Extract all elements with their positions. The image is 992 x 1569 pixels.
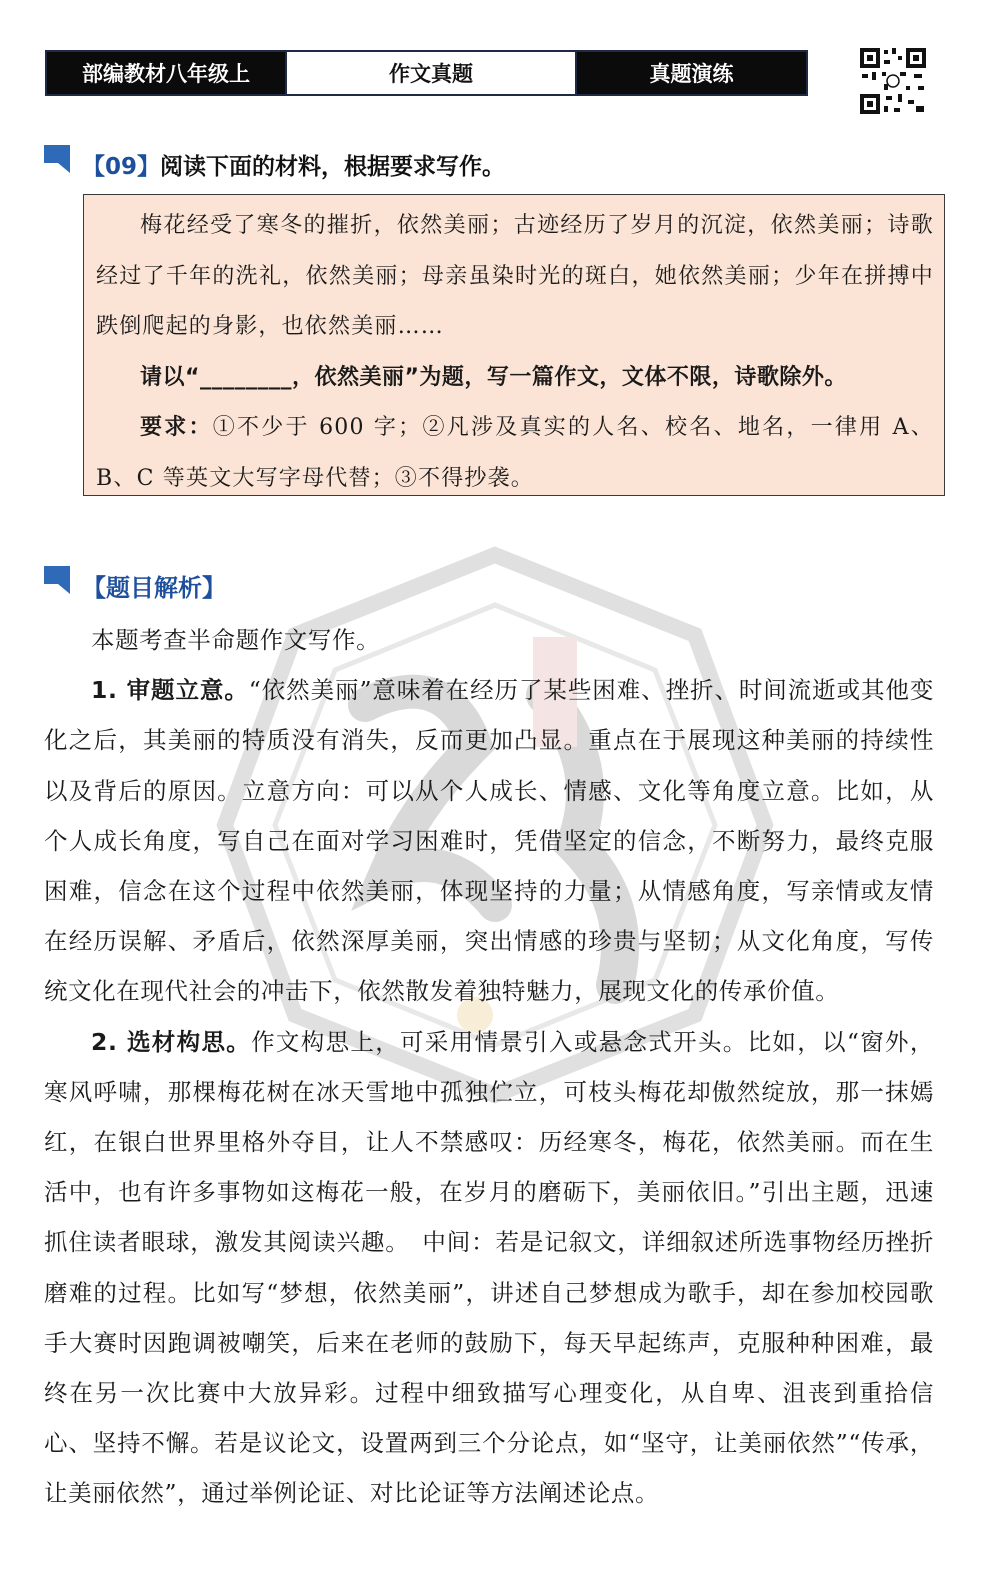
question-title: 阅读下面的材料，根据要求写作。 bbox=[160, 154, 506, 180]
question-heading bbox=[44, 148, 505, 181]
material-paragraph: 梅花经受了寒冬的摧折，依然美丽；古迹经历了岁月的沉淀，依然美丽；诗歌经过了千年的洗礼，依然美丽；母亲虽染时光的斑白，她依然美丽；少年在拼搏中跌倒爬起的身影，也依然美丽…… bbox=[96, 213, 934, 339]
section-flag-icon bbox=[44, 566, 74, 594]
question-number: 【09】 bbox=[82, 154, 161, 180]
qr-code-icon[interactable] bbox=[858, 46, 928, 116]
header-practice-label: 真题演练 bbox=[577, 52, 806, 94]
point-2-label: 2. 选材构思。 bbox=[91, 1027, 252, 1056]
material-box bbox=[83, 194, 945, 496]
point-1-text: “依然美丽”意味着在经历了某些困难、挫折、时间流逝或其他变化之后，其美丽的特质没有消失，反而更加凸显。重点在于展现这种美丽的持续性以及背后的原因。立意方向：可以从个人成长、情感、文化等角度立意。比如，从个人成长角度，写自己在面对学习困难时，凭借坚定的信念，不断努力，最终克服困难，信念在这个过程中依然美丽，体现坚持的力量；从情感角度，写亲情或友情在经历误解、矛盾后，依然深厚美丽，突出情感的珍贵与坚韧；从文化角度，写传统文化在现代社会的冲击下，依然散发着独特魅力，展现文化的传承价值。 bbox=[44, 676, 934, 1006]
header-bar bbox=[45, 50, 808, 96]
requirements-label: 要求： bbox=[140, 415, 213, 440]
writing-requirements bbox=[96, 403, 934, 504]
header-grade-label: 部编教材八年级上 bbox=[47, 52, 285, 94]
analysis-heading bbox=[44, 568, 226, 603]
section-flag-icon bbox=[44, 145, 74, 173]
analysis-body bbox=[44, 615, 934, 1519]
analysis-intro: 本题考查半命题作文写作。 bbox=[91, 626, 381, 654]
writing-prompt: 请以“________，依然美丽”为题，写一篇作文，文体不限，诗歌除外。 bbox=[140, 364, 847, 390]
point-2-text: 作文构思上，可采用情景引入或悬念式开头。比如，以“窗外，寒风呼啸，那棵梅花树在冰天雪地中孤独伫立，可枝头梅花却傲然绽放，那一抹嫣红，在银白世界里格外夺目，让人不禁感叹：历经寒冬，梅花，依然美丽。而在生活中，也有许多事物如这梅花一般，在岁月的磨砺下，美丽依旧。”引出主题，迅速抓住读者眼球，激发其阅读兴趣。 中间：若是记叙文，详细叙述所选事物经历挫折磨难的过程。比如写“梦想，依然美丽”，讲述自己梦想成为歌手，却在参加校园歌手大赛时因跑调被嘲笑，后来在老师的鼓励下，每天早起练声，克服种种困难，最终在另一次比赛中大放异彩。过程中细致描写心理变化，从自卑、沮丧到重拾信心、坚持不懈。若是议论文，设置两到三个分论点，如“坚守，让美丽依然”“传承，让美丽依然”，通过举例论证、对比论证等方法阐述论点。 bbox=[44, 1027, 934, 1508]
analysis-title: 【题目解析】 bbox=[82, 574, 226, 602]
requirements-text: ①不少于 600 字；②凡涉及真实的人名、校名、地名，一律用 A、B、C 等英文大写字母代替；③不得抄袭。 bbox=[96, 415, 934, 491]
analysis-point-1 bbox=[44, 665, 934, 1016]
header-section-label: 作文真题 bbox=[285, 52, 577, 94]
point-1-label: 1. 审题立意。 bbox=[91, 676, 249, 705]
analysis-point-2 bbox=[44, 1017, 934, 1519]
